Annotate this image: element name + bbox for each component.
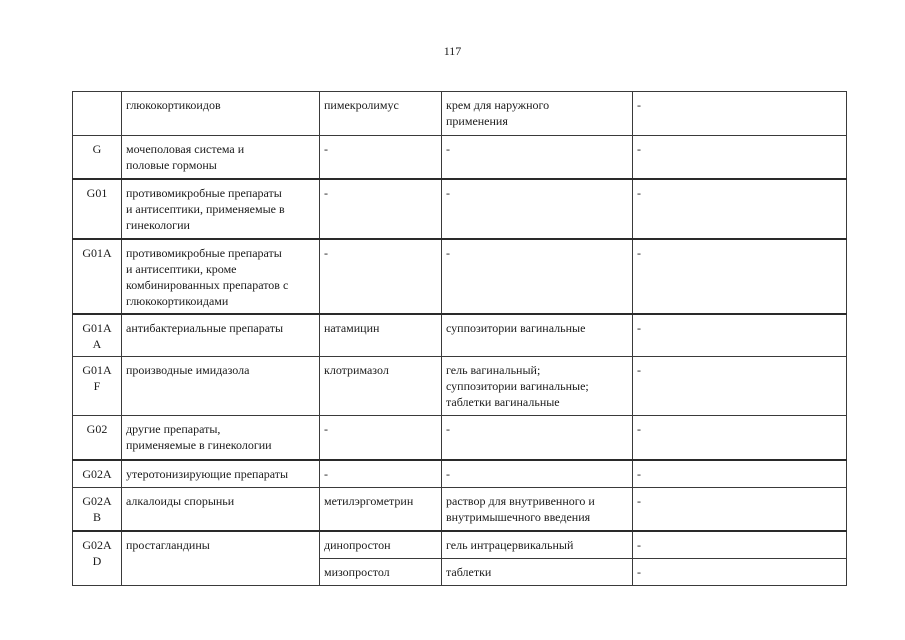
substance-cell: -	[320, 179, 442, 239]
note-cell: -	[633, 92, 847, 136]
dosage-form-cell: -	[442, 136, 633, 179]
group-name-cell: производные имидазола	[122, 357, 320, 416]
atc-code-cell: G02	[73, 416, 122, 460]
atc-code-cell: G01A F	[73, 357, 122, 416]
substance-cell: пимекролимус	[320, 92, 442, 136]
note-cell: -	[633, 314, 847, 357]
note-cell: -	[633, 531, 847, 559]
note-cell: -	[633, 488, 847, 531]
atc-code-cell: G01A	[73, 239, 122, 314]
substance-cell: метилэргометрин	[320, 488, 442, 531]
dosage-form-cell: крем для наружного применения	[442, 92, 633, 136]
dosage-form-cell: -	[442, 416, 633, 460]
substance-cell: клотримазол	[320, 357, 442, 416]
substance-cell: -	[320, 239, 442, 314]
dosage-form-cell: таблетки	[442, 559, 633, 586]
page-number: 117	[443, 44, 462, 58]
table-row	[73, 179, 847, 239]
note-cell: -	[633, 460, 847, 488]
dosage-form-cell: -	[442, 179, 633, 239]
table-row	[73, 136, 847, 179]
dosage-form-cell: суппозитории вагинальные	[442, 314, 633, 357]
group-name-cell: глюкокортикоидов	[122, 92, 320, 136]
table-row	[73, 314, 847, 357]
note-cell: -	[633, 136, 847, 179]
note-cell: -	[633, 357, 847, 416]
group-name-cell: противомикробные препараты и антисептики, кроме комбинированных препаратов с глюкокортикоидами	[122, 239, 320, 314]
group-name-cell: мочеполовая система и половые гормоны	[122, 136, 320, 179]
note-cell: -	[633, 239, 847, 314]
group-name-cell: алкалоиды спорыньи	[122, 488, 320, 531]
table-row	[73, 239, 847, 314]
atc-code-cell	[73, 92, 122, 136]
substance-cell: -	[320, 416, 442, 460]
table-row	[73, 357, 847, 416]
atc-code-cell: G	[73, 136, 122, 179]
table-row	[73, 460, 847, 488]
substance-cell: динопростон	[320, 531, 442, 559]
dosage-form-cell: раствор для внутривенного и внутримышечного введения	[442, 488, 633, 531]
dosage-form-cell: -	[442, 460, 633, 488]
atc-code-cell: G01	[73, 179, 122, 239]
note-cell: -	[633, 179, 847, 239]
group-name-cell: утеротонизирующие препараты	[122, 460, 320, 488]
atc-code-cell: G02A	[73, 460, 122, 488]
note-cell: -	[633, 559, 847, 586]
note-cell: -	[633, 416, 847, 460]
group-name-cell: антибактериальные препараты	[122, 314, 320, 357]
table-row	[73, 416, 847, 460]
group-name-cell: противомикробные препараты и антисептики, применяемые в гинекологии	[122, 179, 320, 239]
atc-code-cell: G02A D	[73, 531, 122, 586]
substance-cell: -	[320, 136, 442, 179]
dosage-form-cell: гель вагинальный; суппозитории вагинальные; таблетки вагинальные	[442, 357, 633, 416]
group-name-cell: простагландины	[122, 531, 320, 586]
atc-code-cell: G01A A	[73, 314, 122, 357]
table-row	[73, 531, 847, 559]
substance-cell: мизопростол	[320, 559, 442, 586]
table-row	[73, 488, 847, 531]
atc-code-cell: G02A B	[73, 488, 122, 531]
group-name-cell: другие препараты, применяемые в гинекологии	[122, 416, 320, 460]
table-row	[73, 92, 847, 136]
dosage-form-cell: -	[442, 239, 633, 314]
substance-cell: натамицин	[320, 314, 442, 357]
drug-classification-table	[72, 91, 847, 586]
substance-cell: -	[320, 460, 442, 488]
dosage-form-cell: гель интрацервикальный	[442, 531, 633, 559]
